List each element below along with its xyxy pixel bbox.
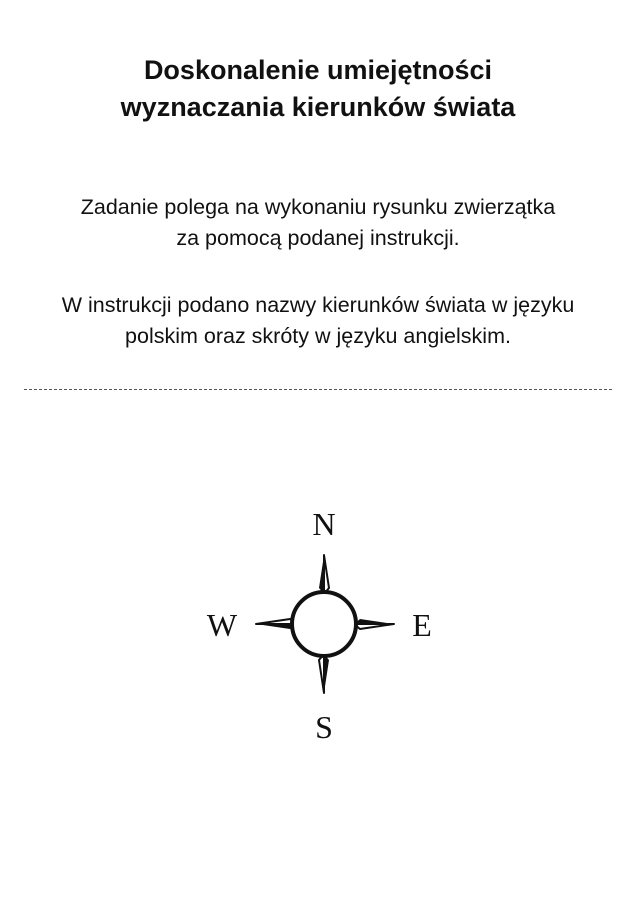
instruction-note-line-2: polskim oraz skróty w języku angielskim. [125,324,511,348]
compass-rose [188,495,460,755]
dashed-divider [24,389,612,390]
instruction-note [0,290,636,352]
compass-center-ring [292,592,356,656]
south-needle-light [319,654,324,693]
compass-label-east: E [412,607,432,643]
task-description-line-1: Zadanie polega na wykonaniu rysunku zwierzątka [80,195,556,219]
compass-label-west: W [206,607,238,643]
page-title-line-2: wyznaczania kierunków świata [120,92,516,122]
compass-label-south: S [315,709,333,745]
compass-label-north: N [312,506,336,542]
page-title-line-1: Doskonalenie umiejętności [143,55,493,85]
task-description [0,192,636,254]
east-needle-light [354,624,394,629]
compass-rose-icon [188,495,460,755]
north-needle-light [324,555,329,594]
task-description-line-2: za pomocą podanej instrukcji. [176,226,460,250]
west-needle-light [256,619,296,624]
instruction-note-line-1: W instrukcji podano nazwy kierunków świata w języku [61,293,575,317]
page-title [0,52,636,126]
